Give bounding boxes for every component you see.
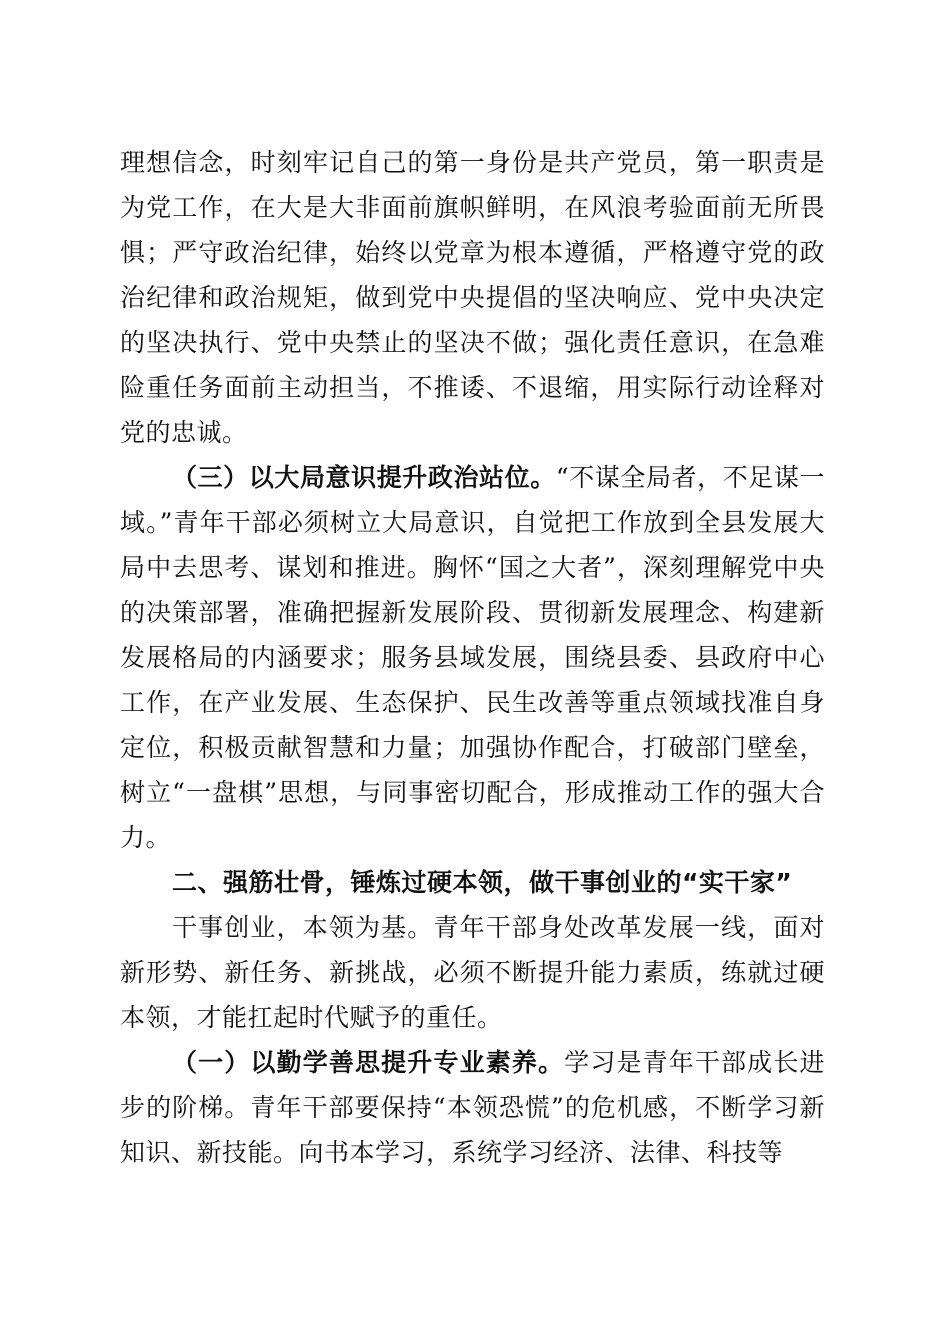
paragraph-overall-situation-body: “不谋全局者，不足谋一域。”青年干部必须树立大局意识，自觉把工作放到全县发展大局中去思考、谋划和推进。胸怀“国之大者”，深刻理解党中央的决策部署，准确把握新发展阶段、贯彻新发展理念、构建新发展格局的内涵要求；服务县域发展，围绕县委、县政府中心工作，在产业发展、生态保护、民生改善等重点领域找准自身定位，积极贡献智慧和力量；加强协作配合，打破部门壁垒，树立“一盘棋”思想，与同事密切配合，形成推动工作的强大合力。 bbox=[120, 463, 825, 852]
subheading-diligent-study: （一）以勤学善思提升专业素养。 bbox=[172, 1048, 565, 1077]
subheading-overall-situation: （三）以大局意识提升政治站位。 bbox=[172, 463, 556, 492]
paragraph-diligent-study bbox=[120, 1040, 825, 1175]
paragraph-ideals-continued: 理想信念，时刻牢记自己的第一身份是共产党员，第一职责是为党工作，在大是大非面前旗帜鲜明，在风浪考验面前无所畏惧；严守政治纪律，始终以党章为根本遵循，严格遵守党的政治纪律和政治规矩，做到党中央提倡的坚决响应、党中央决定的坚决执行、党中央禁止的坚决不做；强化责任意识，在急难险重任务面前主动担当，不推诿、不退缩，用实际行动诠释对党的忠诚。 bbox=[120, 148, 825, 447]
paragraph-overall-situation bbox=[120, 455, 825, 860]
paragraph-skills-intro: 干事创业，本领为基。青年干部身处改革发展一线，面对新形势、新任务、新挑战，必须不断提升能力素质，练就过硬本领，才能扛起时代赋予的重任。 bbox=[120, 913, 825, 1032]
section-heading-two: 二、强筋壮骨，锤炼过硬本领，做干事创业的“实干家” bbox=[172, 868, 793, 897]
paragraph-diligent-study-body: 学习是青年干部成长进步的阶梯。青年干部要保持“本领恐慌”的危机感，不断学习新知识、新技能。向书本学习，系统学习经济、法律、科技等 bbox=[120, 1048, 825, 1167]
